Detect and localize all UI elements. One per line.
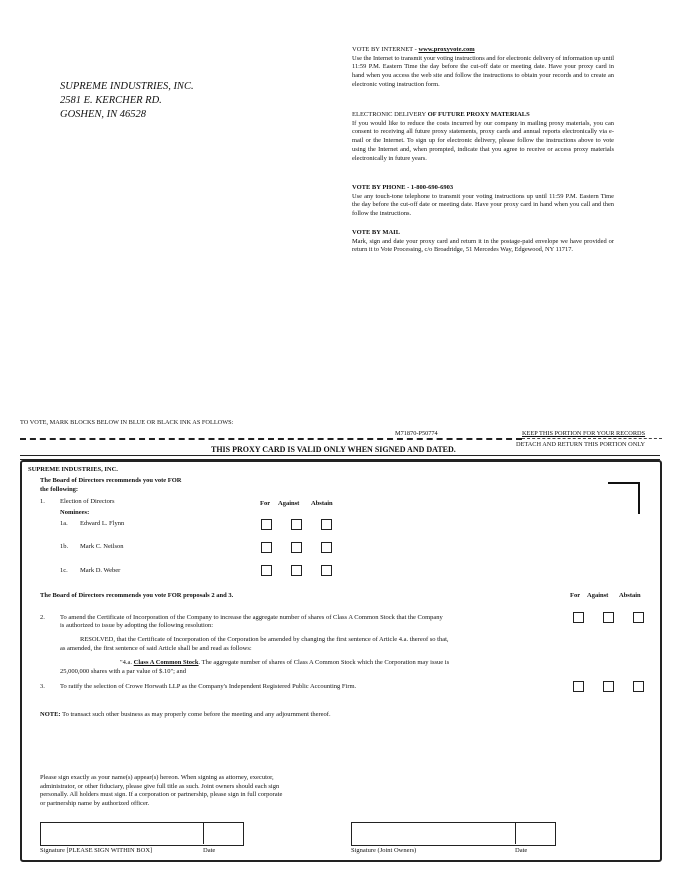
nominee-1a-against-checkbox[interactable] — [291, 519, 302, 530]
recommendation-1b: the following: — [40, 486, 79, 493]
registration-mark — [608, 482, 640, 514]
item2-text-b: is authorized to issue by adopting the following resolution: — [60, 622, 214, 629]
item2-against-checkbox[interactable] — [603, 612, 614, 623]
item2-abstain-checkbox[interactable] — [633, 612, 644, 623]
quote-class-a: Class A Common Stock — [133, 659, 199, 666]
company-address — [60, 80, 194, 122]
item3-for-checkbox[interactable] — [573, 681, 584, 692]
col-for-1: For — [260, 500, 271, 507]
joint-signature-label: Signature (Joint Owners) — [351, 847, 417, 854]
resolved-text-b: as amended, the first sentence of said Article shall be and read as follows: — [60, 645, 252, 652]
item2-for-checkbox[interactable] — [573, 612, 584, 623]
col-abstain-2: Abstain — [619, 592, 641, 599]
nominee-1a-num: 1a. — [60, 520, 68, 527]
vote-internet-title: VOTE BY INTERNET - — [352, 46, 419, 53]
nominee-1b-num: 1b. — [60, 543, 69, 550]
card-company: SUPREME INDUSTRIES, INC. — [28, 466, 118, 473]
nominee-1b-against-checkbox[interactable] — [291, 542, 302, 553]
vote-mail-title: VOTE BY MAIL — [352, 229, 401, 236]
detach-portion-label: DETACH AND RETURN THIS PORTION ONLY — [516, 441, 646, 448]
item3-abstain-checkbox[interactable] — [633, 681, 644, 692]
note-text: To transact such other business as may properly come before the meeting and any adjournment thereof. — [60, 711, 331, 718]
signature-date-divider — [203, 822, 204, 844]
vote-phone-section — [352, 184, 614, 219]
nominee-1b-for-checkbox[interactable] — [261, 542, 272, 553]
resolved-text-a: RESOLVED, that the Certificate of Incorporation of the Corporation be amended by changing the first sentence of Article 4.a. thereof so that, — [80, 636, 449, 643]
vote-phone-title: VOTE BY PHONE - 1-800-690-6903 — [352, 184, 454, 191]
joint-signature-box[interactable] — [351, 822, 556, 846]
item1-label: Election of Directors — [60, 498, 115, 505]
nominee-1a-name: Edward L. Flynn — [80, 520, 125, 527]
electronic-title-a: ELECTRONIC DELIVERY — [352, 111, 428, 118]
nominee-1c-num: 1c. — [60, 567, 68, 574]
col-against-2: Against — [587, 592, 609, 599]
vote-phone-body: Use any touch-tone telephone to transmit your voting instructions up until 11:59 P.M. Eastern Time the day before the cut-off date or meeting date. Have your proxy card in hand when you call and then follow the instructions. — [352, 192, 614, 218]
date-label-2: Date — [515, 847, 528, 854]
recommendation-1a: The Board of Directors recommends you vote FOR — [40, 477, 182, 484]
item3-against-checkbox[interactable] — [603, 681, 614, 692]
nominee-1b-name: Mark C. Neilson — [80, 543, 124, 550]
vote-internet-url[interactable]: www.proxyvote.com — [418, 46, 475, 53]
quote-prefix: "4.a. — [120, 659, 134, 666]
vote-internet-body: Use the Internet to transmit your voting instructions and for electronic delivery of information up until 11:59 P.M. Eastern Time the day before the cut-off date or meeting date. Have your proxy card in hand when you access the web site and follow the instructions to obtain your records and to create an electronic voting instruction form. — [352, 54, 614, 88]
recommendation-2: The Board of Directors recommends you vote FOR proposals 2 and 3. — [40, 592, 234, 599]
nominee-1c-against-checkbox[interactable] — [291, 565, 302, 576]
item3-text: To ratify the selection of Crowe Horwath LLP as the Company's Independent Registered Public Accounting Firm. — [60, 683, 357, 690]
vote-mail-body: Mark, sign and date your proxy card and return it in the postage-paid envelope we have provided or return it to Vote Processing, c/o Broadridge, 51 Mercedes Way, Edgewood, NY 11717. — [352, 237, 614, 254]
item3-number: 3. — [40, 683, 45, 690]
col-abstain-1: Abstain — [311, 500, 333, 507]
keep-line — [522, 438, 662, 439]
col-for-2: For — [570, 592, 581, 599]
nominee-1a-abstain-checkbox[interactable] — [321, 519, 332, 530]
col-against-1: Against — [278, 500, 300, 507]
quote-rest: . The aggregate number of shares of Class A Common Stock which the Corporation may issue is — [198, 659, 450, 666]
ink-instructions: TO VOTE, MARK BLOCKS BELOW IN BLUE OR BLACK INK AS FOLLOWS: — [20, 419, 234, 426]
electronic-delivery-section — [352, 111, 614, 163]
joint-signature-date-divider — [515, 822, 516, 844]
item2-text-a: To amend the Certificate of Incorporation of the Company to increase the aggregate number of shares of Class A Common Stock that the Company — [60, 614, 443, 621]
nominee-1b-abstain-checkbox[interactable] — [321, 542, 332, 553]
company-city: GOSHEN, IN 46528 — [60, 109, 147, 120]
sign-instr-4: or partnership name by authorized officer. — [40, 799, 150, 807]
card-title: THIS PROXY CARD IS VALID ONLY WHEN SIGNED AND DATED. — [211, 445, 456, 454]
date-label-1: Date — [203, 847, 216, 854]
sign-instr-1: Please sign exactly as your name(s) appear(s) hereon. When signing as attorney, executor, — [40, 774, 274, 781]
sign-instr-2: administrator, or other fiduciary, please give full title as such. Joint owners should each sign — [40, 782, 280, 790]
electronic-title-b: OF FUTURE PROXY MATERIALS — [427, 111, 530, 118]
nominee-1c-name: Mark D. Weber — [80, 567, 121, 574]
note — [40, 711, 331, 719]
keep-portion-label: KEEP THIS PORTION FOR YOUR RECORDS — [522, 430, 646, 437]
sign-instr-3: personally. All holders must sign. If a corporation or partnership, please sign in full corporate — [40, 791, 283, 799]
company-name: SUPREME INDUSTRIES, INC. — [60, 81, 194, 92]
electronic-body: If you would like to reduce the costs incurred by our company in mailing proxy materials, you can consent to receiving all future proxy statements, proxy cards and annual reports electronically via e-mail or the Internet. To sign up for electronic delivery, please follow the instructions above to vote using the Internet and, when prompted, indicate that you agree to receive or access proxy materials electronically in future years. — [352, 119, 614, 162]
signature-label: Signature [PLEASE SIGN WITHIN BOX] — [40, 847, 153, 854]
company-street: 2581 E. KERCHER RD. — [60, 95, 162, 106]
quote-line-1 — [120, 659, 449, 667]
signature-instructions — [40, 774, 360, 808]
vote-mail-section — [352, 229, 614, 255]
signature-box[interactable] — [40, 822, 244, 846]
nominee-1a-for-checkbox[interactable] — [261, 519, 272, 530]
item2-number: 2. — [40, 614, 45, 621]
nominee-1c-abstain-checkbox[interactable] — [321, 565, 332, 576]
item1-number: 1. — [40, 498, 45, 505]
quote-line-2: 25,000,000 shares with a par value of $.10"; and — [60, 668, 186, 675]
nominee-1c-for-checkbox[interactable] — [261, 565, 272, 576]
vote-internet-section — [352, 46, 614, 90]
nominees-label: Nominees: — [60, 509, 90, 516]
detach-line — [20, 438, 522, 440]
control-number: M71870-P50774 — [395, 430, 438, 437]
note-label: NOTE: — [40, 711, 61, 718]
